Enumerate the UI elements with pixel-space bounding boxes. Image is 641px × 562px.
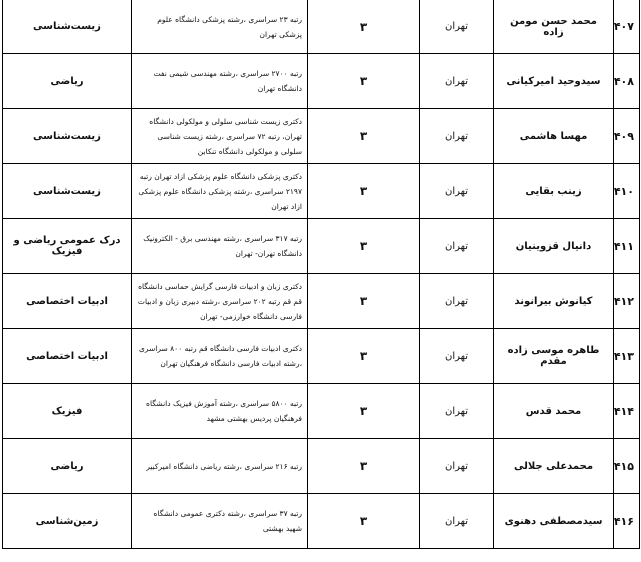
- rank-value-cell: ۳: [308, 439, 420, 494]
- rank-value-cell: ۳: [308, 384, 420, 439]
- table-row: [3, 439, 640, 494]
- rank-value-cell: ۳: [308, 219, 420, 274]
- education-description-cell: دکتری پزشکی دانشگاه علوم پزشکی ازاد تهران رتبه ۲۱۹۷ سراسری ،رشته پزشکی دانشگاه علوم پزشکی ازاد تهران: [132, 164, 308, 219]
- row-number-cell: ۴۱۵: [614, 439, 640, 494]
- city-cell: تهران: [420, 274, 494, 329]
- subject-field-cell: درک عمومی ریاضی و فیزیک: [3, 219, 132, 274]
- subject-field-cell: زیست‌شناسی: [3, 164, 132, 219]
- rank-value-cell: ۳: [308, 109, 420, 164]
- subject-field-cell: ادبیات اختصاصی: [3, 274, 132, 329]
- row-number-cell: ۴۱۳: [614, 329, 640, 384]
- row-number-cell: ۴۰۸: [614, 54, 640, 109]
- row-number-cell: ۴۱۶: [614, 494, 640, 549]
- city-cell: تهران: [420, 219, 494, 274]
- table-row: [3, 109, 640, 164]
- table-row: [3, 329, 640, 384]
- rank-value-cell: ۳: [308, 494, 420, 549]
- subject-field-cell: ریاضی: [3, 439, 132, 494]
- subject-field-cell: زمین‌شناسی: [3, 494, 132, 549]
- results-table-body: [3, 0, 640, 549]
- person-name-cell: مهسا هاشمی: [494, 109, 614, 164]
- city-cell: تهران: [420, 0, 494, 54]
- city-cell: تهران: [420, 494, 494, 549]
- rank-value-cell: ۳: [308, 54, 420, 109]
- person-name-cell: محمد حسن مومن زاده: [494, 0, 614, 54]
- results-table: [2, 0, 640, 549]
- education-description-cell: رتبه ۲۳ سراسری ،رشته پزشکی دانشگاه علوم پزشکی تهران: [132, 0, 308, 54]
- rank-value-cell: ۳: [308, 329, 420, 384]
- city-cell: تهران: [420, 384, 494, 439]
- education-description-cell: دکتری زبان و ادبیات فارسی گرایش حماسی دانشگاه قم قم رتبه ۲۰۲ سراسری ،رشته دبیری زبان و ادبیات فارسی دانشگاه خوارزمی- تهران: [132, 274, 308, 329]
- person-name-cell: زینب بقایی: [494, 164, 614, 219]
- rank-value-cell: ۳: [308, 274, 420, 329]
- person-name-cell: سیدمصطفی دهنوی: [494, 494, 614, 549]
- education-description-cell: دکتری زیست شناسی سلولی و مولکولی دانشگاه تهران، رتبه ۷۲ سراسری ،رشته زیست شناسی سلولی و مولکولی دانشگاه تنکابن: [132, 109, 308, 164]
- person-name-cell: سیدوحید امیرکیانی: [494, 54, 614, 109]
- results-table-container: [2, 0, 639, 549]
- table-row: [3, 274, 640, 329]
- city-cell: تهران: [420, 439, 494, 494]
- rank-value-cell: ۳: [308, 164, 420, 219]
- row-number-cell: ۴۱۲: [614, 274, 640, 329]
- row-number-cell: ۴۱۱: [614, 219, 640, 274]
- person-name-cell: طاهره موسی زاده مقدم: [494, 329, 614, 384]
- subject-field-cell: فیزیک: [3, 384, 132, 439]
- subject-field-cell: ادبیات اختصاصی: [3, 329, 132, 384]
- person-name-cell: محمدعلی جلالی: [494, 439, 614, 494]
- table-row: [3, 0, 640, 54]
- row-number-cell: ۴۱۰: [614, 164, 640, 219]
- education-description-cell: رتبه ۲۷۰۰ سراسری ،رشته مهندسی شیمی نفت دانشگاه تهران: [132, 54, 308, 109]
- subject-field-cell: ریاضی: [3, 54, 132, 109]
- education-description-cell: رتبه ۳۱۷ سراسری ،رشته مهندسی برق - الکترونیک دانشگاه تهران- تهران: [132, 219, 308, 274]
- table-row: [3, 384, 640, 439]
- table-row: [3, 54, 640, 109]
- city-cell: تهران: [420, 54, 494, 109]
- city-cell: تهران: [420, 329, 494, 384]
- rank-value-cell: ۳: [308, 0, 420, 54]
- person-name-cell: محمد قدس: [494, 384, 614, 439]
- row-number-cell: ۴۰۹: [614, 109, 640, 164]
- city-cell: تهران: [420, 109, 494, 164]
- table-row: [3, 164, 640, 219]
- person-name-cell: دانیال قزوینیان: [494, 219, 614, 274]
- row-number-cell: ۴۱۴: [614, 384, 640, 439]
- education-description-cell: رتبه ۲۱۶ سراسری ،رشته ریاضی دانشگاه امیرکبیر: [132, 439, 308, 494]
- education-description-cell: رتبه ۳۷ سراسری ،رشته دکتری عمومی دانشگاه شهید بهشتی: [132, 494, 308, 549]
- table-row: [3, 494, 640, 549]
- education-description-cell: رتبه ۵۸۰۰ سراسری ،رشته آموزش فیزیک دانشگاه فرهنگیان پردیس بهشتی مشهد: [132, 384, 308, 439]
- city-cell: تهران: [420, 164, 494, 219]
- row-number-cell: ۴۰۷: [614, 0, 640, 54]
- subject-field-cell: زیست‌شناسی: [3, 109, 132, 164]
- table-row: [3, 219, 640, 274]
- education-description-cell: دکتری ادبیات فارسی دانشگاه قم رتبه ۸۰۰ سراسری ،رشته ادبیات فارسی دانشگاه فرهنگیان تهران: [132, 329, 308, 384]
- subject-field-cell: زیست‌شناسی: [3, 0, 132, 54]
- person-name-cell: کیانوش بیرانوند: [494, 274, 614, 329]
